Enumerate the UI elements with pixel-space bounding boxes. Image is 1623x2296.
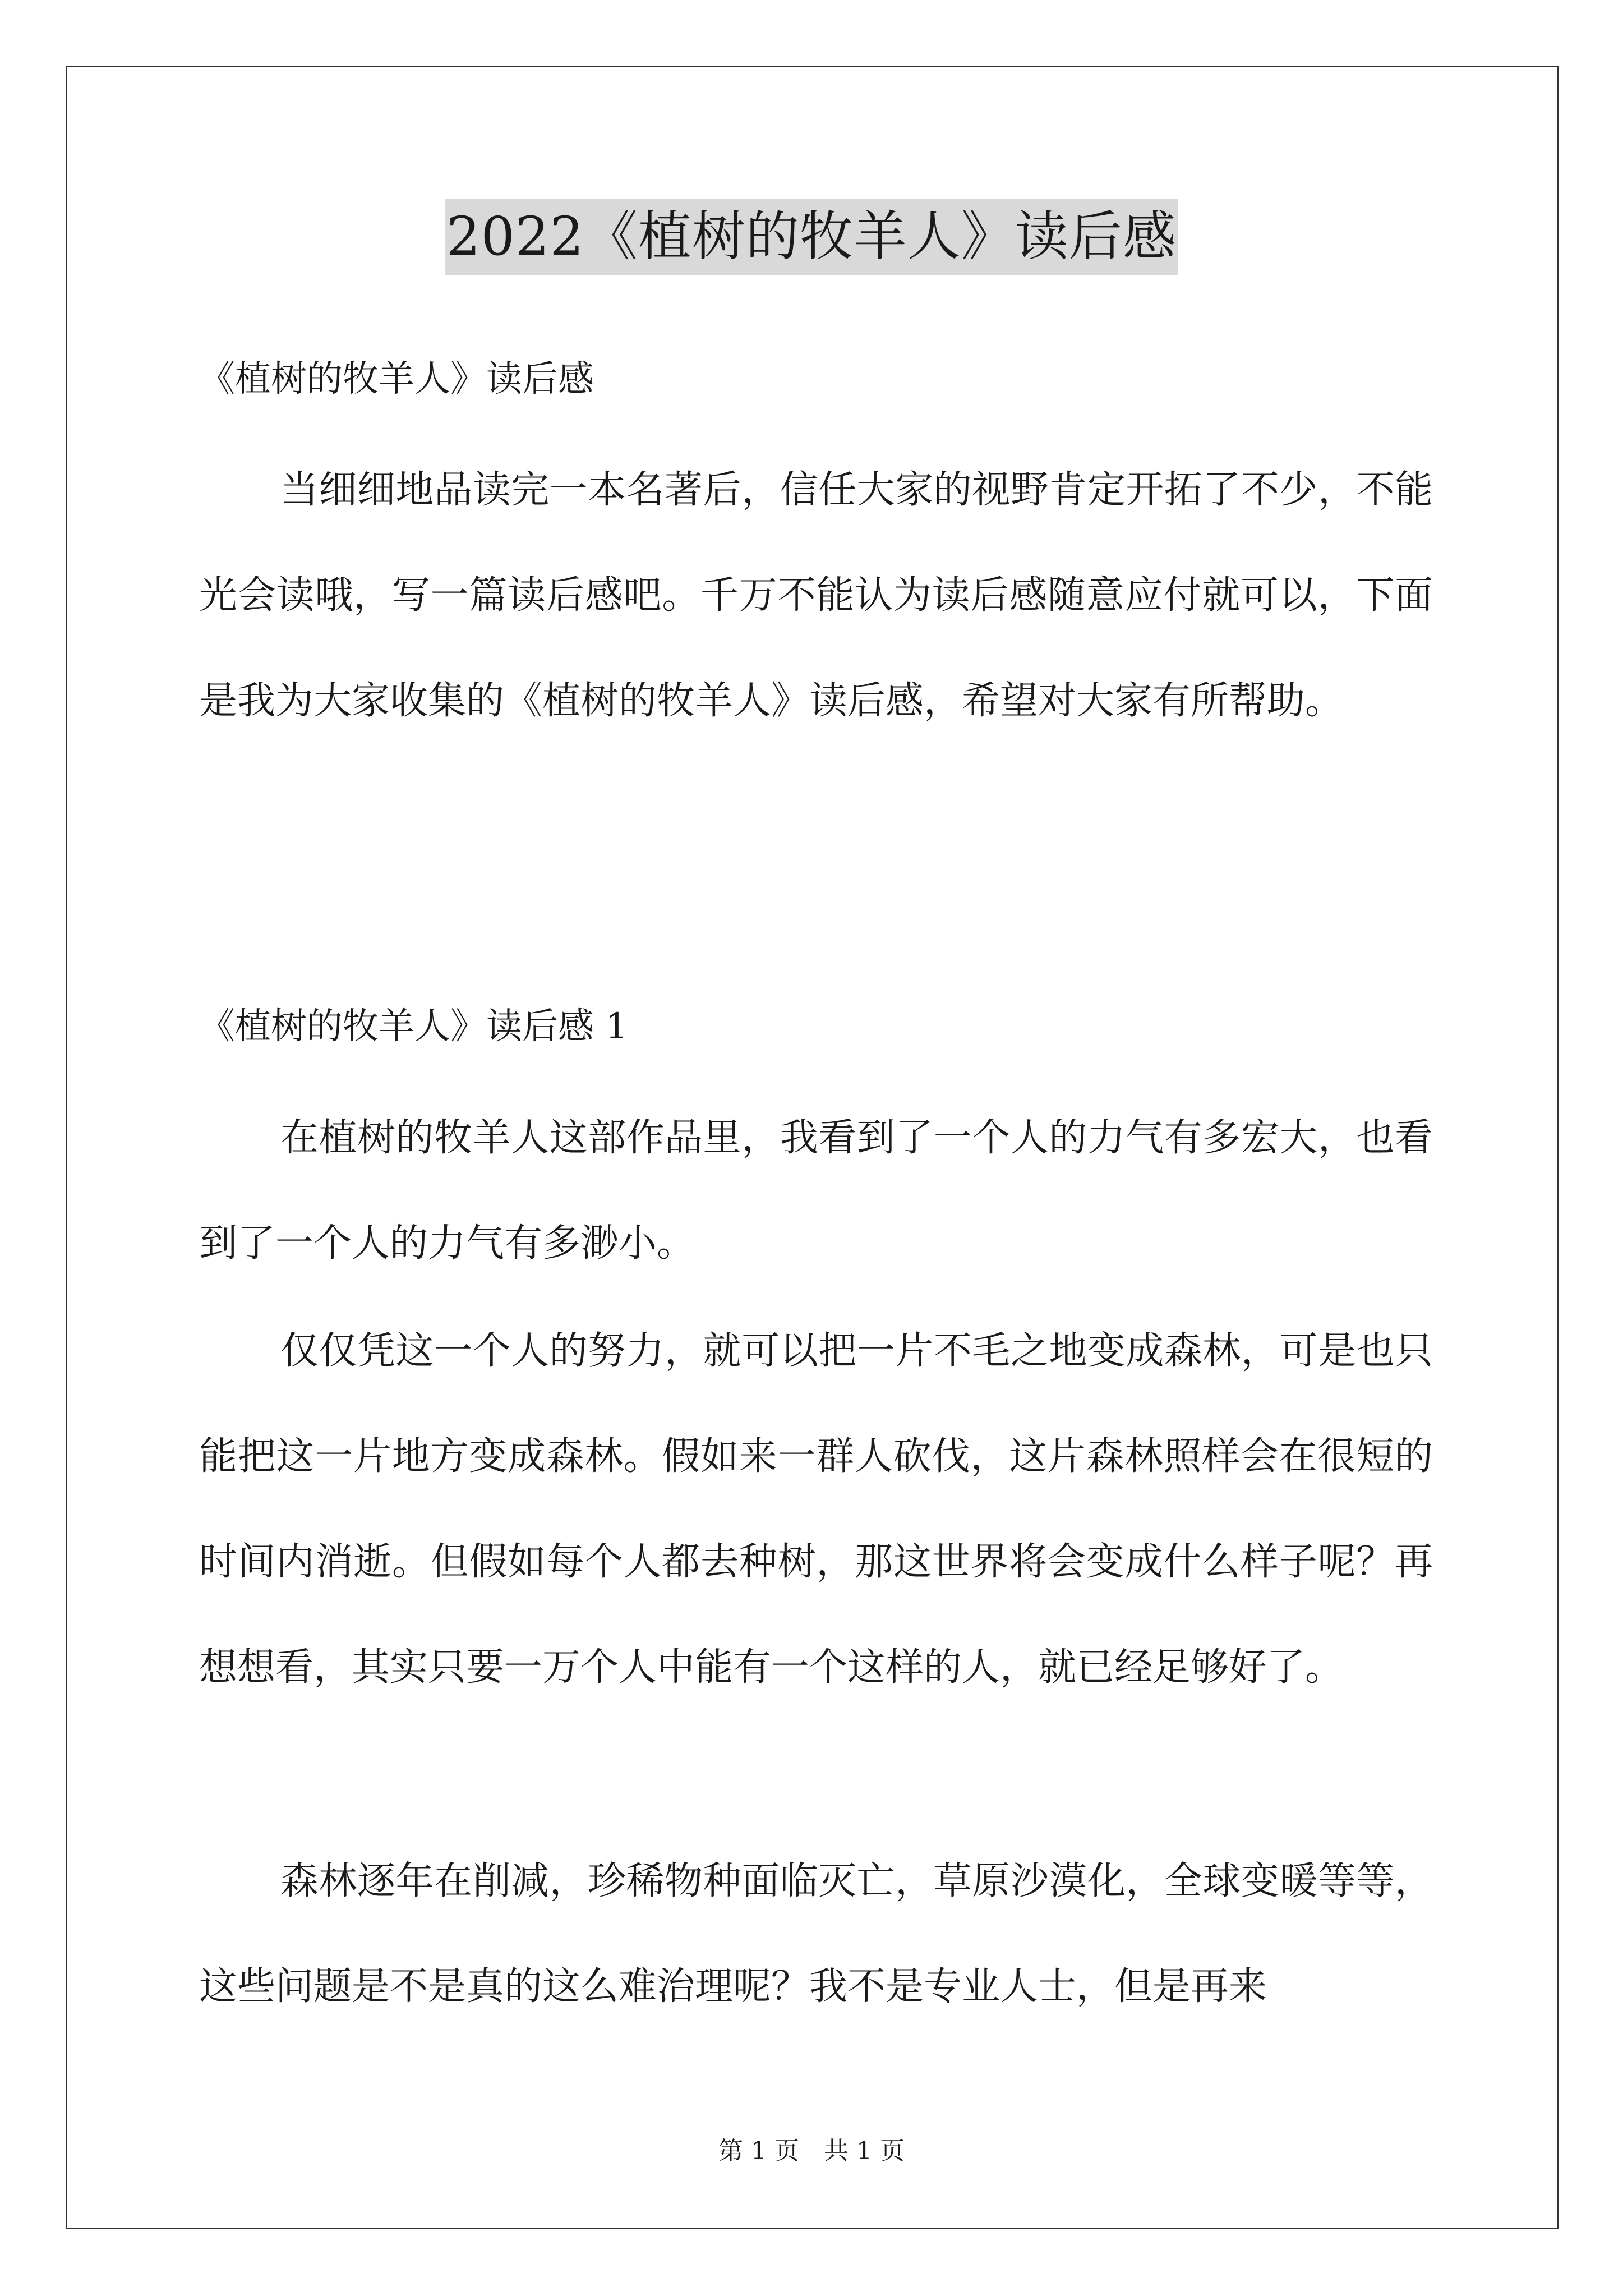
section1-paragraph-1: 在植树的牧羊人这部作品里，我看到了一个人的力气有多宏大，也看到了一个人的力气有多渺小。 [199, 1116, 1433, 1266]
document-title-container [0, 199, 1623, 275]
page-footer: 第 1 页 共 1 页 [718, 2137, 905, 2165]
section1-paragraph-3: 森林逐年在削减，珍稀物种面临灭亡，草原沙漠化，全球变暖等等，这些问题是不是真的这么难治理呢？我不是专业人士，但是再来 [199, 1859, 1433, 2009]
section1-paragraph-2: 仅仅凭这一个人的努力，就可以把一片不毛之地变成森林，可是也只能把这一片地方变成森林。假如来一群人砍伐，这片森林照样会在很短的时间内消逝。但假如每个人都去种树，那这世界将会变成什么样子呢？再想想看，其实只要一万个人中能有一个这样的人，就已经足够好了。 [199, 1329, 1433, 1690]
intro-paragraph: 当细细地品读完一本名著后，信任大家的视野肯定开拓了不少，不能光会读哦，写一篇读后感吧。千万不能认为读后感随意应付就可以，下面是我为大家收集的《植树的牧羊人》读后感，希望对大家有所帮助。 [199, 468, 1433, 723]
intro-heading: 《植树的牧羊人》读后感 [199, 358, 594, 400]
document-title: 2022《植树的牧羊人》读后感 [445, 199, 1178, 275]
section1-heading: 《植树的牧羊人》读后感 1 [199, 1006, 629, 1047]
